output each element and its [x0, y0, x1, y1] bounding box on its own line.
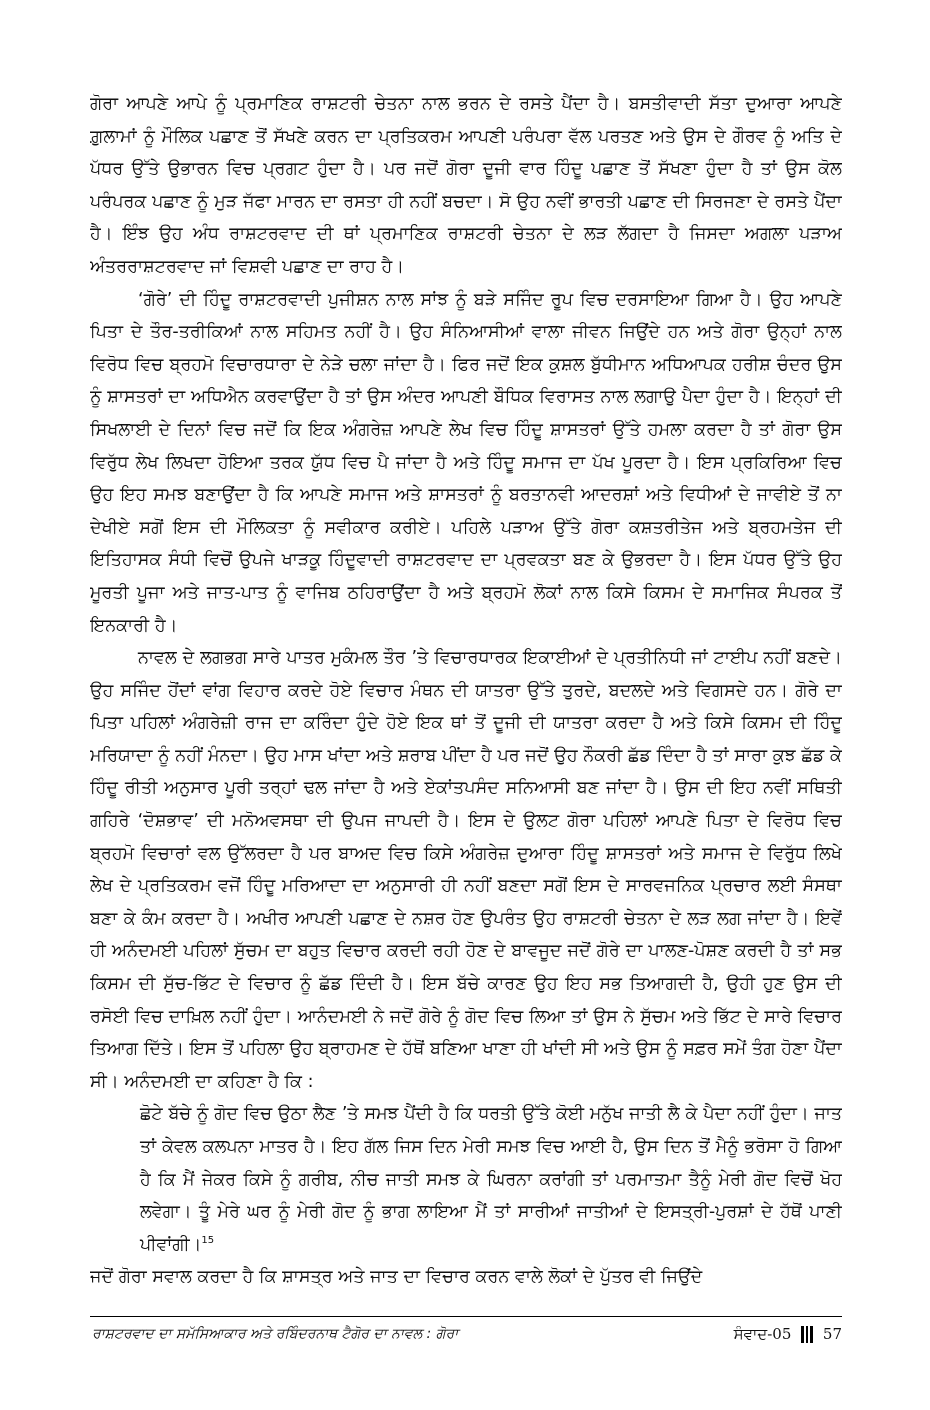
- page-number: 57: [822, 1325, 842, 1343]
- closing-line: ਜਦੋਂ ਗੋਰਾ ਸਵਾਲ ਕਰਦਾ ਹੈ ਕਿ ਸ਼ਾਸਤ੍ਰ ਅਤੇ ਜਾਤ ਦਾ ਵਿਚਾਰ ਕਰਨ ਵਾਲੇ ਲੋਕਾਂ ਦੇ ਪੁੱਤਰ ਵੀ ਜਿਉਂਦੇ: [90, 1267, 703, 1288]
- page-footer: [90, 1316, 842, 1353]
- block-quote: [140, 1098, 842, 1261]
- block-quote-text: ਛੋਟੇ ਬੱਚੇ ਨੂੰ ਗੋਦ ਵਿਚ ਉਠਾ ਲੈਣ ’ਤੇ ਸਮਝ ਪੈਂਦੀ ਹੈ ਕਿ ਧਰਤੀ ਉੱਤੇ ਕੋਈ ਮਨੁੱਖ ਜਾਤੀ ਲੈ ਕੇ ਪੈਦਾ ਨਹੀਂ ਹੁੰਦਾ। ਜਾਤ ਤਾਂ ਕੇਵਲ ਕਲਪਨਾ ਮਾਤਰ ਹੈ। ਇਹ ਗੱਲ ਜਿਸ ਦਿਨ ਮੇਰੀ ਸਮਝ ਵਿਚ ਆਈ ਹੈ, ਉਸ ਦਿਨ ਤੋਂ ਮੈਨੂੰ ਭਰੋਸਾ ਹੋ ਗਿਆ ਹੈ ਕਿ ਮੈਂ ਜੇਕਰ ਕਿਸੇ ਨੂੰ ਗਰੀਬ, ਨੀਚ ਜਾਤੀ ਸਮਝ ਕੇ ਘਿਰਨਾ ਕਰਾਂਗੀ ਤਾਂ ਪਰਮਾਤਮਾ ਤੈਨੂੰ ਮੇਰੀ ਗੋਦ ਵਿਚੋਂ ਖੋਹ ਲਵੇਗਾ। ਤੂੰ ਮੇਰੇ ਘਰ ਨੂੰ ਮੇਰੀ ਗੋਦ ਨੂੰ ਭਾਗ ਲਾਇਆ ਮੈਂ ਤਾਂ ਸਾਰੀਆਂ ਜਾਤੀਆਂ ਦੇ ਇਸਤ੍ਰੀ-ਪੁਰਸ਼ਾਂ ਦੇ ਹੱਥੋਂ ਪਾਣੀ ਪੀਵਾਂਗੀ।: [140, 1104, 842, 1255]
- footer-journal-info: [734, 1325, 842, 1343]
- separator-bars-icon: [801, 1326, 813, 1343]
- page-body: [90, 88, 842, 1318]
- footnote-marker: 15: [201, 1234, 215, 1246]
- paragraph-3: ਨਾਵਲ ਦੇ ਲਗਭਗ ਸਾਰੇ ਪਾਤਰ ਮੁਕੰਮਲ ਤੌਰ ’ਤੇ ਵਿਚਾਰਧਾਰਕ ਇਕਾਈਆਂ ਦੇ ਪ੍ਰਤੀਨਿਧੀ ਜਾਂ ਟਾਈਪ ਨਹੀਂ ਬਣਦੇ। ਉਹ ਸਜਿੰਦ ਹੋਂਦਾਂ ਵਾਂਗ ਵਿਹਾਰ ਕਰਦੇ ਹੋਏ ਵਿਚਾਰ ਮੰਥਨ ਦੀ ਯਾਤਰਾ ਉੱਤੇ ਤੁਰਦੇ, ਬਦਲਦੇ ਅਤੇ ਵਿਗਸਦੇ ਹਨ। ਗੋਰੇ ਦਾ ਪਿਤਾ ਪਹਿਲਾਂ ਅੰਗਰੇਜ਼ੀ ਰਾਜ ਦਾ ਕਰਿੰਦਾ ਹੁੰਦੇ ਹੋਏ ਇਕ ਥਾਂ ਤੋਂ ਦੂਜੀ ਦੀ ਯਾਤਰਾ ਕਰਦਾ ਹੈ ਅਤੇ ਕਿਸੇ ਕਿਸਮ ਦੀ ਹਿੰਦੂ ਮਰਿਯਾਦਾ ਨੂੰ ਨਹੀਂ ਮੰਨਦਾ। ਉਹ ਮਾਸ ਖਾਂਦਾ ਅਤੇ ਸ਼ਰਾਬ ਪੀਂਦਾ ਹੈ ਪਰ ਜਦੋਂ ਉਹ ਨੌਕਰੀ ਛੱਡ ਦਿੰਦਾ ਹੈ ਤਾਂ ਸਾਰਾ ਕੁਝ ਛੱਡ ਕੇ ਹਿੰਦੂ ਰੀਤੀ ਅਨੁਸਾਰ ਪੂਰੀ ਤਰ੍ਹਾਂ ਢਲ ਜਾਂਦਾ ਹੈ ਅਤੇ ਏਕਾਂਤਪਸੰਦ ਸਨਿਆਸੀ ਬਣ ਜਾਂਦਾ ਹੈ। ਉਸ ਦੀ ਇਹ ਨਵੀਂ ਸਥਿਤੀ ਗਹਿਰੇ ‘ਦੋਸ਼ਭਾਵ’ ਦੀ ਮਨੋਅਵਸਥਾ ਦੀ ਉਪਜ ਜਾਪਦੀ ਹੈ। ਇਸ ਦੇ ਉਲਟ ਗੋਰਾ ਪਹਿਲਾਂ ਆਪਣੇ ਪਿਤਾ ਦੇ ਵਿਰੋਧ ਵਿਚ ਬ੍ਰਹਮੋ ਵਿਚਾਰਾਂ ਵਲ ਉੱਲਰਦਾ ਹੈ ਪਰ ਬਾਅਦ ਵਿਚ ਕਿਸੇ ਅੰਗਰੇਜ਼ ਦੁਆਰਾ ਹਿੰਦੂ ਸ਼ਾਸਤਰਾਂ ਅਤੇ ਸਮਾਜ ਦੇ ਵਿਰੁੱਧ ਲਿਖੇ ਲੇਖ ਦੇ ਪ੍ਰਤਿਕਰਮ ਵਜੋਂ ਹਿੰਦੂ ਮਰਿਆਦਾ ਦਾ ਅਨੁਸਾਰੀ ਹੀ ਨਹੀਂ ਬਣਦਾ ਸਗੋਂ ਇਸ ਦੇ ਸਾਰਵਜਨਿਕ ਪ੍ਰਚਾਰ ਲਈ ਸੰਸਥਾ ਬਣਾ ਕੇ ਕੰਮ ਕਰਦਾ ਹੈ। ਅਖੀਰ ਆਪਣੀ ਪਛਾਣ ਦੇ ਨਸ਼ਰ ਹੋਣ ਉਪਰੰਤ ਉਹ ਰਾਸ਼ਟਰੀ ਚੇਤਨਾ ਦੇ ਲੜ ਲਗ ਜਾਂਦਾ ਹੈ। ਇਵੇਂ ਹੀ ਅਨੰਦਮਈ ਪਹਿਲਾਂ ਸੁੱਚਮ ਦਾ ਬਹੁਤ ਵਿਚਾਰ ਕਰਦੀ ਰਹੀ ਹੋਣ ਦੇ ਬਾਵਜੂਦ ਜਦੋਂ ਗੋਰੇ ਦਾ ਪਾਲਣ-ਪੋਸ਼ਣ ਕਰਦੀ ਹੈ ਤਾਂ ਸਭ ਕਿਸਮ ਦੀ ਸੁੱਚ-ਭਿੱਟ ਦੇ ਵਿਚਾਰ ਨੂੰ ਛੱਡ ਦਿੰਦੀ ਹੈ। ਇਸ ਬੱਚੇ ਕਾਰਣ ਉਹ ਇਹ ਸਭ ਤਿਆਗਦੀ ਹੈ, ਉਹੀ ਹੁਣ ਉਸ ਦੀ ਰਸੋਈ ਵਿਚ ਦਾਖ਼ਿਲ ਨਹੀਂ ਹੁੰਦਾ। ਆਨੰਦਮਈ ਨੇ ਜਦੋਂ ਗੋਰੇ ਨੂੰ ਗੋਦ ਵਿਚ ਲਿਆ ਤਾਂ ਉਸ ਨੇ ਸੁੱਚਮ ਅਤੇ ਭਿੱਟ ਦੇ ਸਾਰੇ ਵਿਚਾਰ ਤਿਆਗ ਦਿੱਤੇ। ਇਸ ਤੋਂ ਪਹਿਲਾ ਉਹ ਬ੍ਰਾਹਮਣ ਦੇ ਹੱਥੋਂ ਬਣਿਆ ਖਾਣਾ ਹੀ ਖਾਂਦੀ ਸੀ ਅਤੇ ਉਸ ਨੂੰ ਸਫ਼ਰ ਸਮੇਂ ਤੰਗ ਹੋਣਾ ਪੈਂਦਾ ਸੀ। ਅਨੰਦਮਈ ਦਾ ਕਹਿਣਾ ਹੈ ਕਿ :: [90, 648, 842, 1092]
- paragraph-2: ‘ਗੋਰੇ’ ਦੀ ਹਿੰਦੂ ਰਾਸ਼ਟਰਵਾਦੀ ਪੁਜੀਸ਼ਨ ਨਾਲ ਸਾਂਝ ਨੂੰ ਬੜੇ ਸਜਿੰਦ ਰੂਪ ਵਿਚ ਦਰਸਾਇਆ ਗਿਆ ਹੈ। ਉਹ ਆਪਣੇ ਪਿਤਾ ਦੇ ਤੌਰ-ਤਰੀਕਿਆਂ ਨਾਲ ਸਹਿਮਤ ਨਹੀਂ ਹੈ। ਉਹ ਸੰਨਿਆਸੀਆਂ ਵਾਲਾ ਜੀਵਨ ਜਿਉਂਦੇ ਹਨ ਅਤੇ ਗੋਰਾ ਉਨ੍ਹਾਂ ਨਾਲ ਵਿਰੋਧ ਵਿਚ ਬ੍ਰਹਮੋ ਵਿਚਾਰਧਾਰਾ ਦੇ ਨੇੜੇ ਚਲਾ ਜਾਂਦਾ ਹੈ। ਫਿਰ ਜਦੋਂ ਇਕ ਕੁਸ਼ਲ ਬੁੱਧੀਮਾਨ ਅਧਿਆਪਕ ਹਰੀਸ਼ ਚੰਦਰ ਉਸ ਨੂੰ ਸ਼ਾਸਤਰਾਂ ਦਾ ਅਧਿਐਨ ਕਰਵਾਉਂਦਾ ਹੈ ਤਾਂ ਉਸ ਅੰਦਰ ਆਪਣੀ ਬੌਧਿਕ ਵਿਰਾਸਤ ਨਾਲ ਲਗਾਉ ਪੈਦਾ ਹੁੰਦਾ ਹੈ। ਇਨ੍ਹਾਂ ਦੀ ਸਿਖਲਾਈ ਦੇ ਦਿਨਾਂ ਵਿਚ ਜਦੋਂ ਕਿ ਇਕ ਅੰਗਰੇਜ਼ ਆਪਣੇ ਲੇਖ ਵਿਚ ਹਿੰਦੂ ਸ਼ਾਸਤਰਾਂ ਉੱਤੇ ਹਮਲਾ ਕਰਦਾ ਹੈ ਤਾਂ ਗੋਰਾ ਉਸ ਵਿਰੁੱਧ ਲੇਖ ਲਿਖਦਾ ਹੋਇਆ ਤਰਕ ਯੁੱਧ ਵਿਚ ਪੈ ਜਾਂਦਾ ਹੈ ਅਤੇ ਹਿੰਦੂ ਸਮਾਜ ਦਾ ਪੱਖ ਪੂਰਦਾ ਹੈ। ਇਸ ਪ੍ਰਕਿਰਿਆ ਵਿਚ ਉਹ ਇਹ ਸਮਝ ਬਣਾਉਂਦਾ ਹੈ ਕਿ ਆਪਣੇ ਸਮਾਜ ਅਤੇ ਸ਼ਾਸਤਰਾਂ ਨੂੰ ਬਰਤਾਨਵੀ ਆਦਰਸ਼ਾਂ ਅਤੇ ਵਿਧੀਆਂ ਦੇ ਜਾਵੀਏ ਤੋਂ ਨਾ ਦੇਖੀਏ ਸਗੋਂ ਇਸ ਦੀ ਮੌਲਿਕਤਾ ਨੂੰ ਸਵੀਕਾਰ ਕਰੀਏ। ਪਹਿਲੇ ਪੜਾਅ ਉੱਤੇ ਗੋਰਾ ਕਸ਼ਤਰੀਤੇਜ ਅਤੇ ਬ੍ਰਹਮਤੇਜ ਦੀ ਇਤਿਹਾਸਕ ਸੰਧੀ ਵਿਚੋਂ ਉਪਜੇ ਖਾੜਕੂ ਹਿੰਦੂਵਾਦੀ ਰਾਸ਼ਟਰਵਾਦ ਦਾ ਪ੍ਰਵਕਤਾ ਬਣ ਕੇ ਉਭਰਦਾ ਹੈ। ਇਸ ਪੱਧਰ ਉੱਤੇ ਉਹ ਮੂਰਤੀ ਪੂਜਾ ਅਤੇ ਜਾਤ-ਪਾਤ ਨੂੰ ਵਾਜਿਬ ਠਹਿਰਾਉਂਦਾ ਹੈ ਅਤੇ ਬ੍ਰਹਮੋ ਲੋਕਾਂ ਨਾਲ ਕਿਸੇ ਕਿਸਮ ਦੇ ਸਮਾਜਿਕ ਸੰਪਰਕ ਤੋਂ ਇਨਕਾਰੀ ਹੈ।: [90, 289, 842, 636]
- footer-article-title: ਰਾਸ਼ਟਰਵਾਦ ਦਾ ਸਮੱਸਿਆਕਾਰ ਅਤੇ ਰਬਿੰਦਰਨਾਥ ਟੈਗੋਰ ਦਾ ਨਾਵਲ : ਗੋਰਾ: [92, 1326, 459, 1342]
- paragraph-1: ਗੋਰਾ ਆਪਣੇ ਆਪੇ ਨੂੰ ਪ੍ਰਮਾਣਿਕ ਰਾਸ਼ਟਰੀ ਚੇਤਨਾ ਨਾਲ ਭਰਨ ਦੇ ਰਸਤੇ ਪੈਂਦਾ ਹੈ। ਬਸਤੀਵਾਦੀ ਸੱਤਾ ਦੁਆਰਾ ਆਪਣੇ ਗ਼ੁਲਾਮਾਂ ਨੂੰ ਮੌਲਿਕ ਪਛਾਣ ਤੋਂ ਸੱਖਣੇ ਕਰਨ ਦਾ ਪ੍ਰਤਿਕਰਮ ਆਪਣੀ ਪਰੰਪਰਾ ਵੱਲ ਪਰਤਣ ਅਤੇ ਉਸ ਦੇ ਗੌਰਵ ਨੂੰ ਅਤਿ ਦੇ ਪੱਧਰ ਉੱਤੇ ਉਭਾਰਨ ਵਿਚ ਪ੍ਰਗਟ ਹੁੰਦਾ ਹੈ। ਪਰ ਜਦੋਂ ਗੋਰਾ ਦੂਜੀ ਵਾਰ ਹਿੰਦੂ ਪਛਾਣ ਤੋਂ ਸੱਖਣਾ ਹੁੰਦਾ ਹੈ ਤਾਂ ਉਸ ਕੋਲ ਪਰੰਪਰਕ ਪਛਾਣ ਨੂੰ ਮੁੜ ਜੱਫਾ ਮਾਰਨ ਦਾ ਰਸਤਾ ਹੀ ਨਹੀਂ ਬਚਦਾ। ਸੋ ਉਹ ਨਵੀਂ ਭਾਰਤੀ ਪਛਾਣ ਦੀ ਸਿਰਜਣਾ ਦੇ ਰਸਤੇ ਪੈਂਦਾ ਹੈ। ਇੰਝ ਉਹ ਅੰਧ ਰਾਸ਼ਟਰਵਾਦ ਦੀ ਥਾਂ ਪ੍ਰਮਾਣਿਕ ਰਾਸ਼ਟਰੀ ਚੇਤਨਾ ਦੇ ਲੜ ਲੱਗਦਾ ਹੈ ਜਿਸਦਾ ਅਗਲਾ ਪੜਾਅ ਅੰਤਰਰਾਸ਼ਟਰਵਾਦ ਜਾਂ ਵਿਸ਼ਵੀ ਪਛਾਣ ਦਾ ਰਾਹ ਹੈ।: [90, 94, 842, 277]
- journal-name: ਸੰਵਾਦ-05: [733, 1325, 792, 1343]
